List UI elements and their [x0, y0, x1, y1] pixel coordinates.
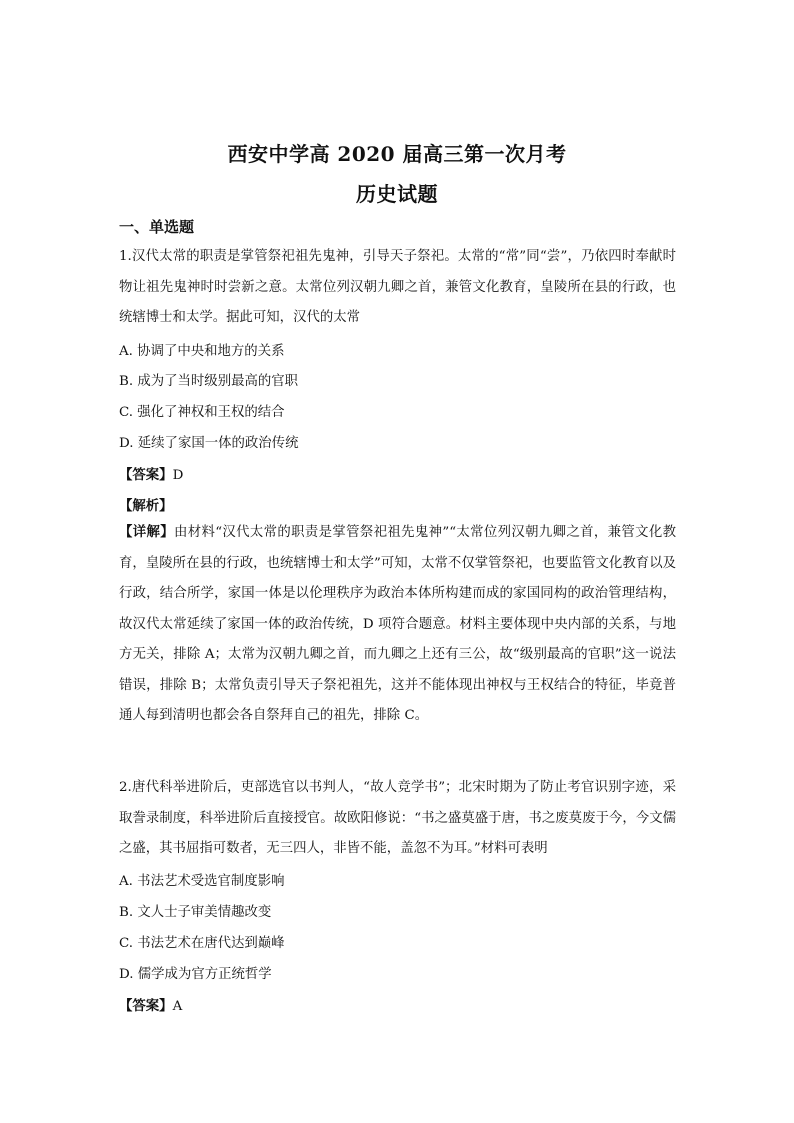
question-2-answer [119, 996, 182, 1017]
question-1-stem: 1.汉代太常的职责是掌管祭祀祖先鬼神，引导天子祭祀。太常的“常”同“尝”，乃依四时奉献时物让祖先鬼神时时尝新之意。太常位列汉朝九卿之首，兼管文化教育，皇陵所在县的行政，也统辖博士和太学。据此可知，汉代的太常 [119, 249, 676, 325]
answer-value: A [172, 999, 183, 1014]
answer-label: 【答案】 [119, 467, 173, 483]
answer-value: D [172, 468, 184, 483]
page-title: 西安中学高 2020 届高三第一次月考 [227, 142, 567, 166]
question-1-answer [119, 465, 183, 486]
question-1-option-c: C. 强化了神权和王权的结合 [119, 405, 285, 420]
answer-label: 【答案】 [119, 998, 173, 1014]
question-1-analysis-label: 【解析】 [119, 498, 173, 514]
question-1-option-b: B. 成为了当时级别最高的官职 [119, 374, 299, 389]
page-subtitle: 历史试题 [356, 182, 438, 206]
detail-label: 【详解】 [119, 524, 174, 540]
question-2-option-d: D. 儒学成为官方正统哲学 [119, 967, 272, 982]
question-2-option-b: B. 文人士子审美情趣改变 [119, 905, 272, 920]
question-1-option-d: D. 延续了家国一体的政治传统 [119, 436, 299, 451]
question-1-detail [119, 517, 676, 732]
detail-text: 由材料“汉代太常的职责是掌管祭祀祖先鬼神”“太常位列汉朝九卿之首，兼管文化教育，皇陵所在县的行政，也统辖博士和太学”可知，太常不仅掌管祭祀，也要监管文化教育以及行政，结合所学，家国一体是以伦理秩序为政治本体所构建而成的家国同构的政治管理结构，故汉代太常延续了家国一体的政治传统，D 项符合题意。材料主要体现中央内部的关系，与地方无关，排除 A；太常为汉朝九卿之首，而九卿之上还有三公，故“级别最高的官职”这一说法错误，排除 B；太常负责引导天子祭祀祖先，这并不能体现出神权与王权结合的特征，毕竟普通人每到清明也都会各自祭拜自己的祖先，排除 C。 [119, 525, 676, 723]
question-2-stem: 2.唐代科举进阶后，吏部选官以书判人，“故人竞学书”；北宋时期为了防止考官识别字迹，采取誊录制度，科举进阶后直接授官。故欧阳修说：“书之盛莫盛于唐，书之废莫废于今，今文儒之盛，其书屈指可数者，无三四人，非皆不能，盖忽不为耳。”材料可表明 [119, 780, 676, 856]
question-2-option-a: A. 书法艺术受选官制度影响 [119, 874, 285, 889]
question-2-option-c: C. 书法艺术在唐代达到巅峰 [119, 936, 285, 951]
section-heading: 一、单选题 [119, 218, 195, 236]
question-1-option-a: A. 协调了中央和地方的关系 [119, 344, 285, 359]
